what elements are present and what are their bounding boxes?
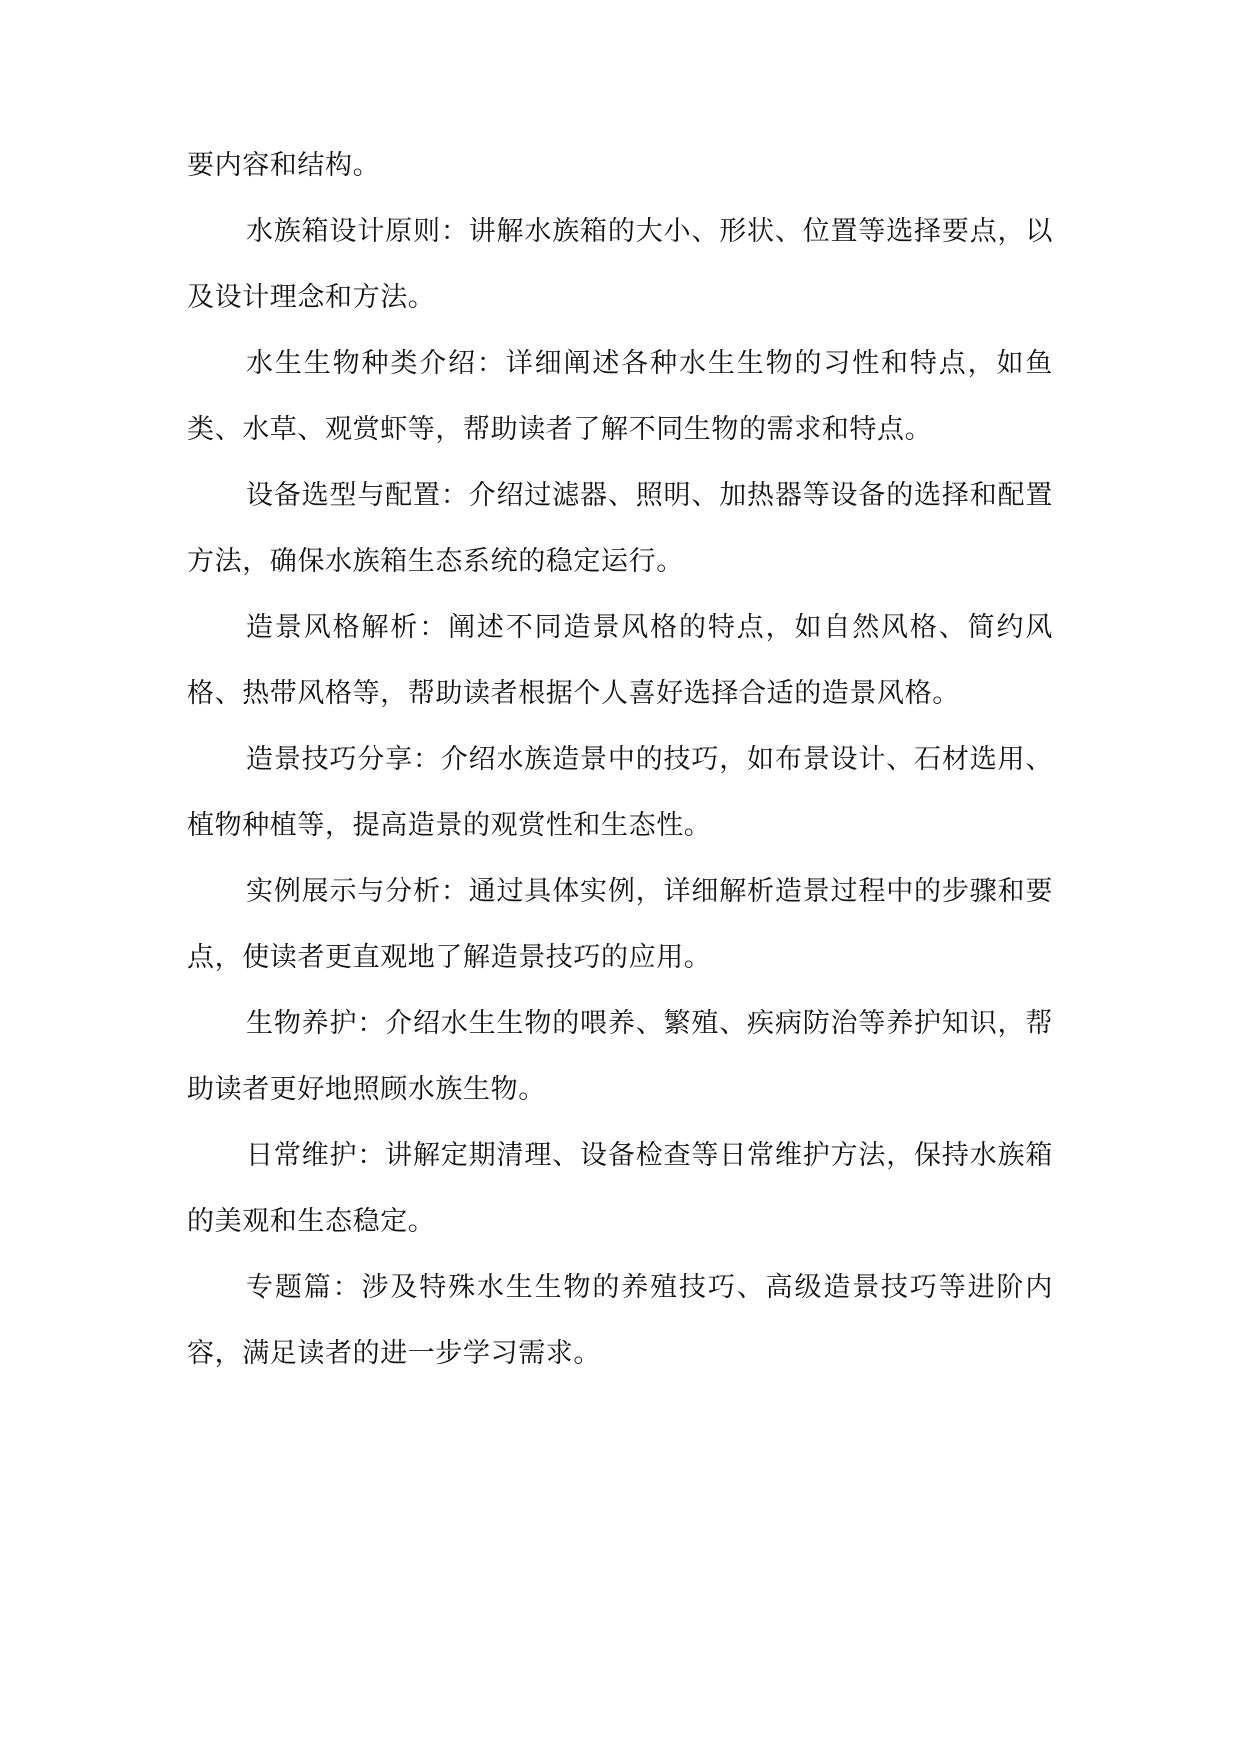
- paragraph-techniques: 造景技巧分享：介绍水族造景中的技巧，如布景设计、石材选用、植物种植等，提高造景的观赏性和生态性。: [187, 744, 1053, 841]
- paragraph-examples: 实例展示与分析：通过具体实例，详细解析造景过程中的步骤和要点，使读者更直观地了解造景技巧的应用。: [187, 876, 1053, 973]
- paragraph-species-intro: 水生生物种类介绍：详细阐述各种水生生物的习性和特点，如鱼类、水草、观赏虾等，帮助读者了解不同生物的需求和特点。: [187, 348, 1053, 445]
- paragraph-style-analysis: 造景风格解析：阐述不同造景风格的特点，如自然风格、简约风格、热带风格等，帮助读者根据个人喜好选择合适的造景风格。: [187, 612, 1053, 709]
- document-body: [187, 133, 1053, 1387]
- paragraph-bio-care: 生物养护：介绍水生生物的喂养、繁殖、疾病防治等养护知识，帮助读者更好地照顾水族生物。: [187, 1008, 1053, 1105]
- paragraph-maintenance: 日常维护：讲解定期清理、设备检查等日常维护方法，保持水族箱的美观和生态稳定。: [187, 1140, 1053, 1237]
- paragraph-special-topics: 专题篇：涉及特殊水生生物的养殖技巧、高级造景技巧等进阶内容，满足读者的进一步学习需求。: [187, 1272, 1053, 1369]
- paragraph-aquarium-design: 水族箱设计原则：讲解水族箱的大小、形状、位置等选择要点，以及设计理念和方法。: [187, 216, 1053, 313]
- paragraph-continuation: 要内容和结构。: [187, 150, 381, 181]
- paragraph-equipment: 设备选型与配置：介绍过滤器、照明、加热器等设备的选择和配置方法，确保水族箱生态系统的稳定运行。: [187, 480, 1053, 577]
